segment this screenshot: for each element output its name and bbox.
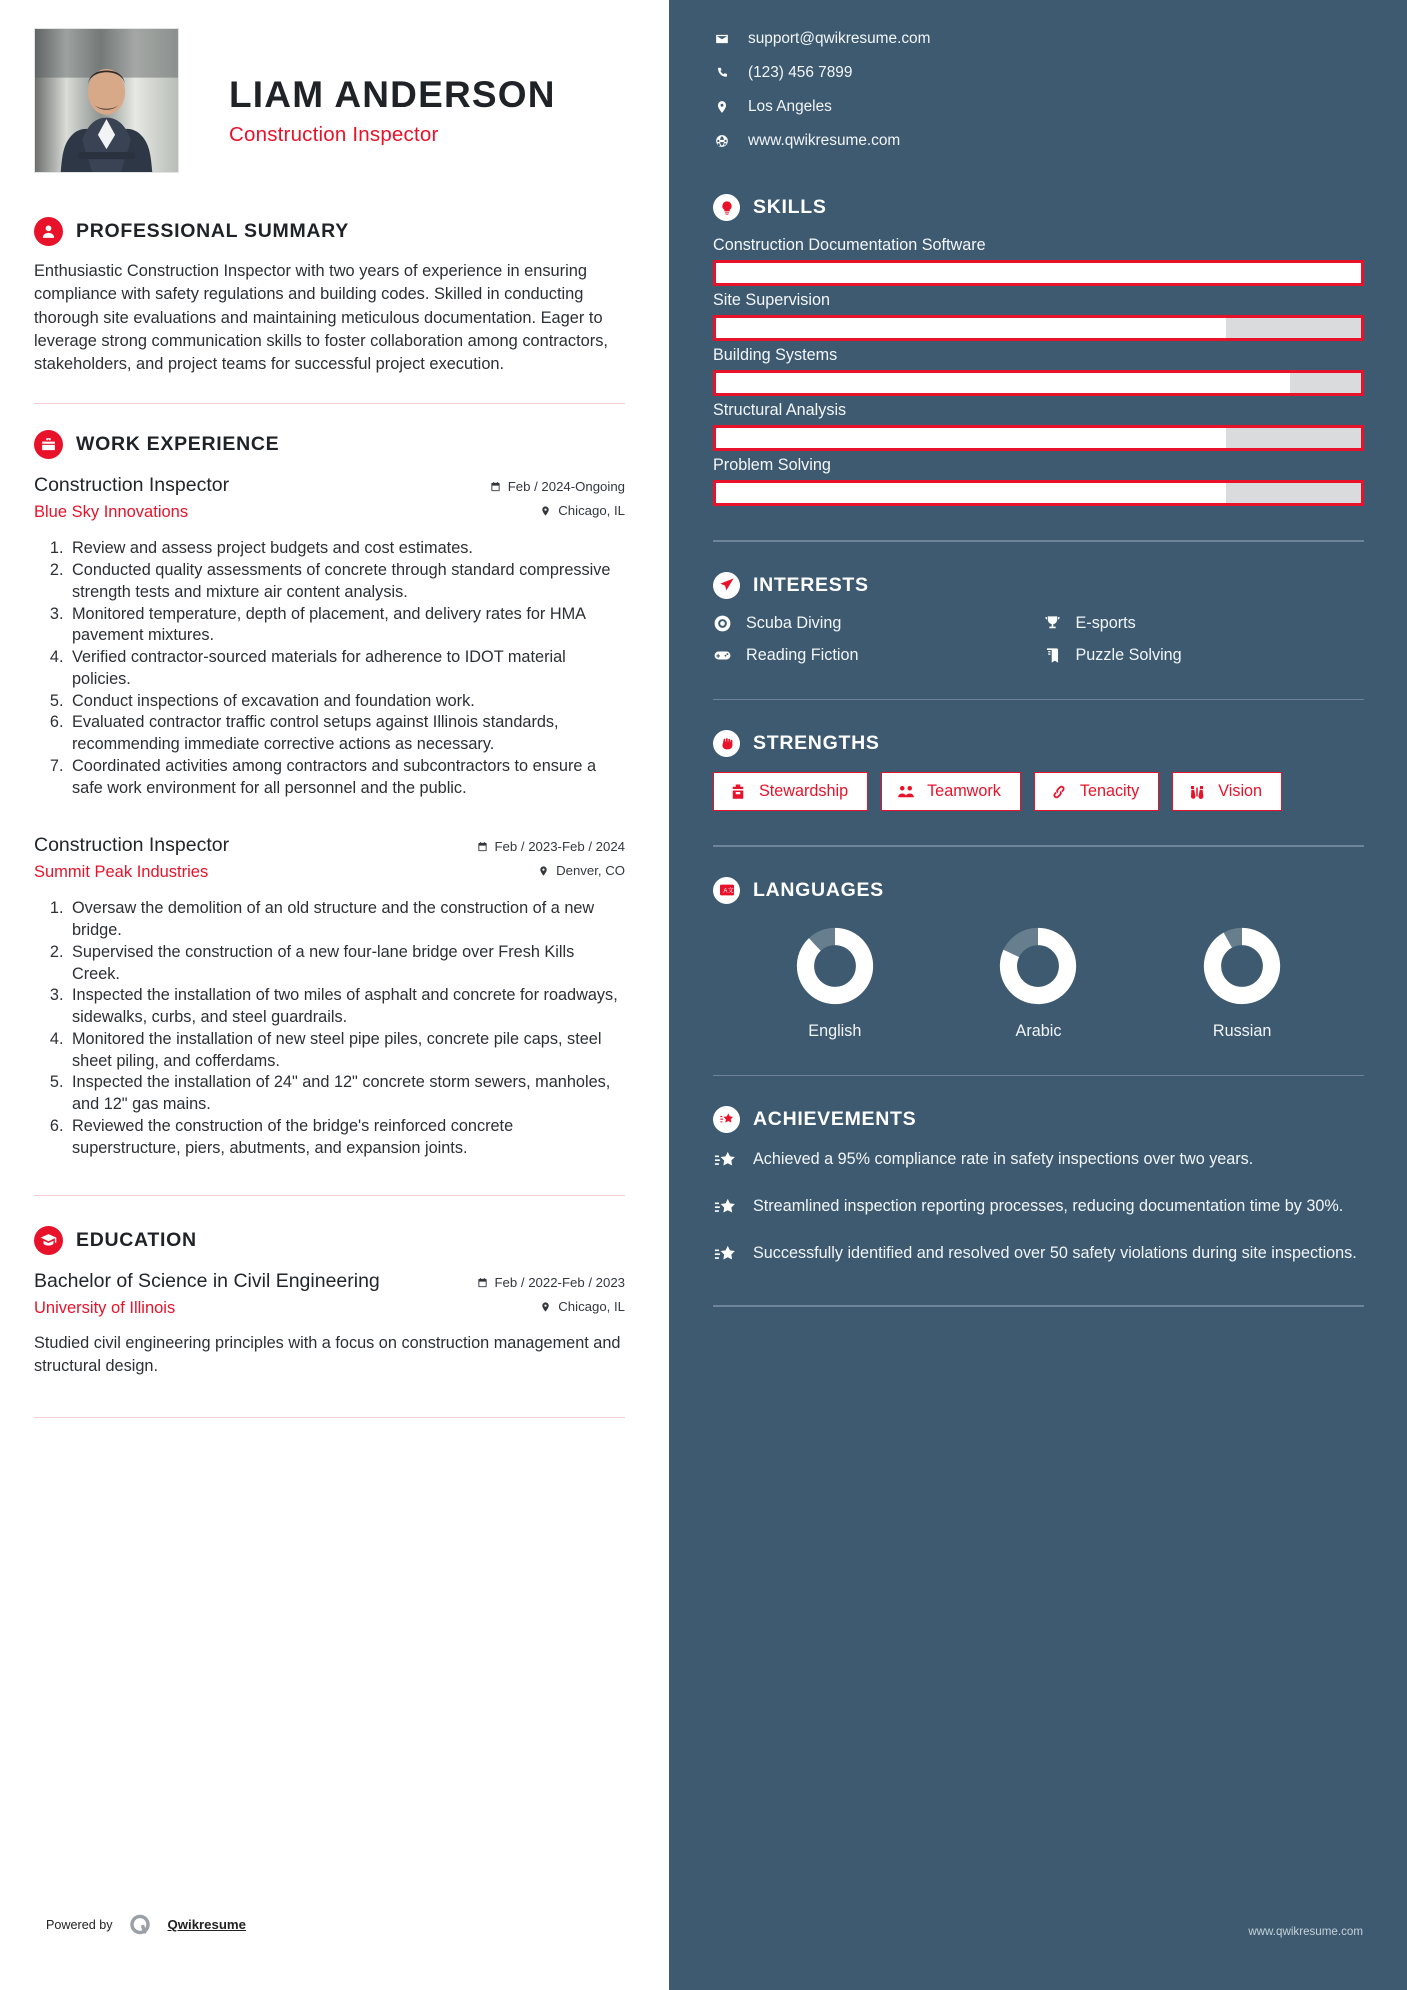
toolbox-icon bbox=[729, 783, 748, 801]
main-column bbox=[0, 0, 669, 1990]
work-title: Construction Inspector bbox=[34, 474, 230, 497]
shooting-star-icon bbox=[713, 1242, 738, 1271]
paper-plane-icon bbox=[713, 572, 740, 599]
contact-website[interactable]: www.qwikresume.com bbox=[713, 132, 1364, 150]
calendar-icon bbox=[477, 841, 488, 853]
divider bbox=[34, 403, 625, 404]
language-label: Arabic bbox=[1015, 1021, 1062, 1040]
section-header-achievements bbox=[713, 1106, 1364, 1133]
achievement-text: Streamlined inspection reporting processes, reducing documentation time by 30%. bbox=[753, 1197, 1344, 1215]
trophy-icon bbox=[1043, 614, 1063, 633]
education-degree: Bachelor of Science in Civil Engineering bbox=[34, 1270, 380, 1293]
skill-bar-fill bbox=[716, 483, 1226, 503]
skill-bar bbox=[713, 370, 1364, 396]
education-location: Chicago, IL bbox=[477, 1299, 626, 1314]
language-item bbox=[997, 925, 1079, 1041]
svg-text:A: A bbox=[722, 888, 727, 895]
work-entry-header bbox=[34, 833, 625, 887]
work-company: Blue Sky Innovations bbox=[34, 502, 189, 521]
contact-location: Los Angeles bbox=[713, 98, 1364, 116]
work-entry-header bbox=[34, 473, 625, 527]
skill-bar-fill bbox=[716, 318, 1226, 338]
work-meta bbox=[477, 833, 626, 887]
skill-bar-fill bbox=[716, 428, 1226, 448]
section-title-languages: LANGUAGES bbox=[753, 878, 884, 901]
briefcase-icon bbox=[34, 430, 63, 459]
section-title-skills: SKILLS bbox=[753, 196, 827, 218]
skill-bar-fill bbox=[716, 263, 1361, 283]
shooting-star-icon bbox=[713, 1195, 738, 1224]
skill-item bbox=[713, 456, 1364, 506]
achievement-item bbox=[713, 1242, 1364, 1271]
work-bullets bbox=[34, 538, 625, 799]
skill-bar bbox=[713, 425, 1364, 451]
education-entry-header bbox=[34, 1269, 625, 1323]
section-header-summary bbox=[34, 217, 625, 246]
work-entry bbox=[34, 833, 625, 1159]
envelope-icon bbox=[713, 32, 730, 46]
sidebar-footer-url: www.qwikresume.com bbox=[1248, 1925, 1363, 1938]
achievement-item bbox=[713, 1195, 1364, 1224]
work-bullets bbox=[34, 898, 625, 1159]
spacer bbox=[34, 803, 625, 833]
work-location: Chicago, IL bbox=[490, 503, 625, 518]
list-item: 2. Conducted quality assessments of concrete through standard compressive strength tests and mixture air content analysis. bbox=[68, 560, 625, 604]
section-title-achievements: ACHIEVEMENTS bbox=[753, 1108, 917, 1130]
language-label: English bbox=[808, 1021, 862, 1040]
section-header-languages bbox=[713, 877, 1364, 904]
calendar-icon bbox=[490, 481, 501, 493]
skill-label: Building Systems bbox=[713, 346, 838, 364]
section-title-work: WORK EXPERIENCE bbox=[76, 433, 280, 456]
divider bbox=[713, 540, 1364, 542]
section-title-summary: PROFESSIONAL SUMMARY bbox=[76, 220, 349, 242]
divider bbox=[713, 1305, 1364, 1307]
section-header-strengths bbox=[713, 730, 1364, 757]
lightbulb-icon bbox=[713, 194, 740, 221]
sidebar bbox=[669, 0, 1407, 1990]
strength-badge: Tenacity bbox=[1034, 772, 1159, 811]
interest-item: E-sports bbox=[1043, 614, 1365, 633]
education-school: University of Illinois bbox=[34, 1298, 176, 1317]
list-item: 6. Evaluated contractor traffic control setups against Illinois standards, recommending immediate corrective actions as necessary. bbox=[68, 712, 625, 756]
powered-by-label: Powered by bbox=[46, 1917, 113, 1932]
divider bbox=[713, 1075, 1364, 1077]
svg-text:文: 文 bbox=[727, 888, 734, 895]
list-item: 3. Inspected the installation of two miles of asphalt and concrete for roadways, sidewalks, curbs, and steel guardrails. bbox=[68, 985, 625, 1029]
list-item: 2. Supervised the construction of a new four-lane bridge over Fresh Kills Creek. bbox=[68, 942, 625, 986]
divider bbox=[34, 1195, 625, 1196]
skill-item bbox=[713, 236, 1364, 286]
map-pin-icon bbox=[540, 1301, 551, 1313]
divider bbox=[713, 699, 1364, 701]
achievement-item bbox=[713, 1148, 1364, 1177]
contact-email[interactable]: support@qwikresume.com bbox=[713, 30, 1364, 48]
summary-text: Enthusiastic Construction Inspector with two years of experience in ensuring compliance with safety regulations and building codes. Skilled in conducting thorough site evaluations and maintaining meticulous documentation. Eager to leverage strong communication skills to foster collaboration among contractors, stakeholders, and project teams for successful project execution. bbox=[34, 262, 608, 374]
strength-badge: Vision bbox=[1172, 772, 1282, 811]
divider bbox=[34, 1417, 625, 1418]
education-date: Feb / 2022-Feb / 2023 bbox=[477, 1275, 626, 1290]
people-icon bbox=[897, 783, 916, 801]
education-meta bbox=[477, 1269, 626, 1323]
binoculars-icon bbox=[1188, 783, 1207, 801]
link-icon bbox=[1050, 783, 1069, 801]
language-donut-chart bbox=[794, 925, 876, 1007]
gamepad-icon bbox=[713, 646, 733, 665]
work-entry bbox=[34, 473, 625, 799]
map-pin-icon bbox=[540, 505, 551, 517]
work-date: Feb / 2023-Feb / 2024 bbox=[477, 839, 626, 854]
book-icon bbox=[1043, 646, 1063, 665]
star-badge-icon bbox=[713, 1106, 740, 1133]
work-title: Construction Inspector bbox=[34, 834, 230, 857]
skill-item bbox=[713, 291, 1364, 341]
education-entry bbox=[34, 1269, 625, 1377]
skill-item bbox=[713, 346, 1364, 396]
contact-list bbox=[713, 30, 1364, 150]
name-block bbox=[179, 28, 556, 147]
map-pin-icon bbox=[713, 100, 730, 114]
graduation-cap-icon bbox=[34, 1226, 63, 1255]
life-ring-icon bbox=[713, 614, 733, 633]
list-item: 1. Review and assess project budgets and cost estimates. bbox=[68, 538, 625, 560]
page-title: LIAM ANDERSON bbox=[229, 74, 556, 115]
language-item bbox=[794, 925, 876, 1041]
skill-label: Problem Solving bbox=[713, 456, 831, 474]
achievement-text: Achieved a 95% compliance rate in safety inspections over two years. bbox=[753, 1150, 1254, 1168]
translate-icon bbox=[713, 877, 740, 904]
phone-icon bbox=[713, 66, 730, 80]
section-title-interests: INTERESTS bbox=[753, 573, 869, 596]
interest-item: Reading Fiction bbox=[713, 646, 1035, 665]
interests-grid bbox=[713, 614, 1364, 665]
section-title-strengths: STRENGTHS bbox=[753, 732, 880, 754]
skill-label: Structural Analysis bbox=[713, 401, 847, 419]
interest-item: Scuba Diving bbox=[713, 614, 1035, 633]
fist-icon bbox=[713, 730, 740, 757]
list-item: 5. Conduct inspections of excavation and foundation work. bbox=[68, 691, 625, 713]
work-location: Denver, CO bbox=[477, 863, 626, 878]
strengths-list bbox=[713, 772, 1364, 811]
job-role: Construction Inspector bbox=[229, 122, 439, 146]
shooting-star-icon bbox=[713, 1148, 738, 1177]
work-meta bbox=[490, 473, 625, 527]
strength-badge: Teamwork bbox=[881, 772, 1021, 811]
divider bbox=[713, 845, 1364, 847]
skill-item bbox=[713, 401, 1364, 451]
calendar-icon bbox=[477, 1277, 488, 1289]
section-header-interests bbox=[713, 572, 1364, 599]
education-description: Studied civil engineering principles with a focus on construction management and structural design. bbox=[34, 1334, 621, 1375]
map-pin-icon bbox=[538, 865, 549, 877]
user-icon bbox=[34, 217, 63, 246]
achievement-text: Successfully identified and resolved over 50 safety violations during site inspections. bbox=[753, 1244, 1357, 1262]
profile-photo bbox=[34, 28, 179, 173]
language-item bbox=[1201, 925, 1283, 1041]
interest-item: Puzzle Solving bbox=[1043, 646, 1365, 665]
skill-bar-fill bbox=[716, 373, 1290, 393]
languages-list bbox=[713, 919, 1364, 1041]
resume-header bbox=[34, 28, 625, 173]
powered-by-footer bbox=[46, 1911, 246, 1938]
list-item: 7. Coordinated activities among contractors and subcontractors to ensure a safe work environment for all personnel and the public. bbox=[68, 756, 625, 800]
skill-bar bbox=[713, 260, 1364, 286]
list-item: 3. Monitored temperature, depth of placement, and delivery rates for HMA pavement mixtures. bbox=[68, 604, 625, 648]
skill-label: Construction Documentation Software bbox=[713, 236, 986, 254]
section-title-education: EDUCATION bbox=[76, 1229, 197, 1252]
section-header-work bbox=[34, 430, 625, 459]
globe-icon bbox=[713, 134, 730, 148]
section-header-education bbox=[34, 1226, 625, 1255]
contact-phone[interactable]: (123) 456 7899 bbox=[713, 64, 1364, 82]
skill-bar bbox=[713, 315, 1364, 341]
language-donut-chart bbox=[1201, 925, 1283, 1007]
work-date: Feb / 2024-Ongoing bbox=[490, 479, 625, 494]
language-donut-chart bbox=[997, 925, 1079, 1007]
skill-label: Site Supervision bbox=[713, 291, 830, 309]
work-company: Summit Peak Industries bbox=[34, 862, 209, 881]
list-item: 1. Oversaw the demolition of an old structure and the construction of a new bridge. bbox=[68, 898, 625, 942]
strength-badge: Stewardship bbox=[713, 772, 868, 811]
language-label: Russian bbox=[1212, 1021, 1272, 1040]
section-header-skills bbox=[713, 194, 1364, 221]
list-item: 4. Verified contractor-sourced materials for adherence to IDOT material policies. bbox=[68, 647, 625, 691]
qwikresume-logo-icon bbox=[127, 1911, 154, 1938]
skill-bar bbox=[713, 480, 1364, 506]
qwikresume-link[interactable]: Qwikresume bbox=[167, 1917, 246, 1932]
list-item: 6. Reviewed the construction of the bridge's reinforced concrete superstructure, piers, abutments, and expansion joints. bbox=[68, 1116, 625, 1160]
list-item: 5. Inspected the installation of 24" and 12" concrete storm sewers, manholes, and 12" gas mains. bbox=[68, 1072, 625, 1116]
list-item: 4. Monitored the installation of new steel pipe piles, concrete pile caps, steel sheet piling, and cofferdams. bbox=[68, 1029, 625, 1073]
